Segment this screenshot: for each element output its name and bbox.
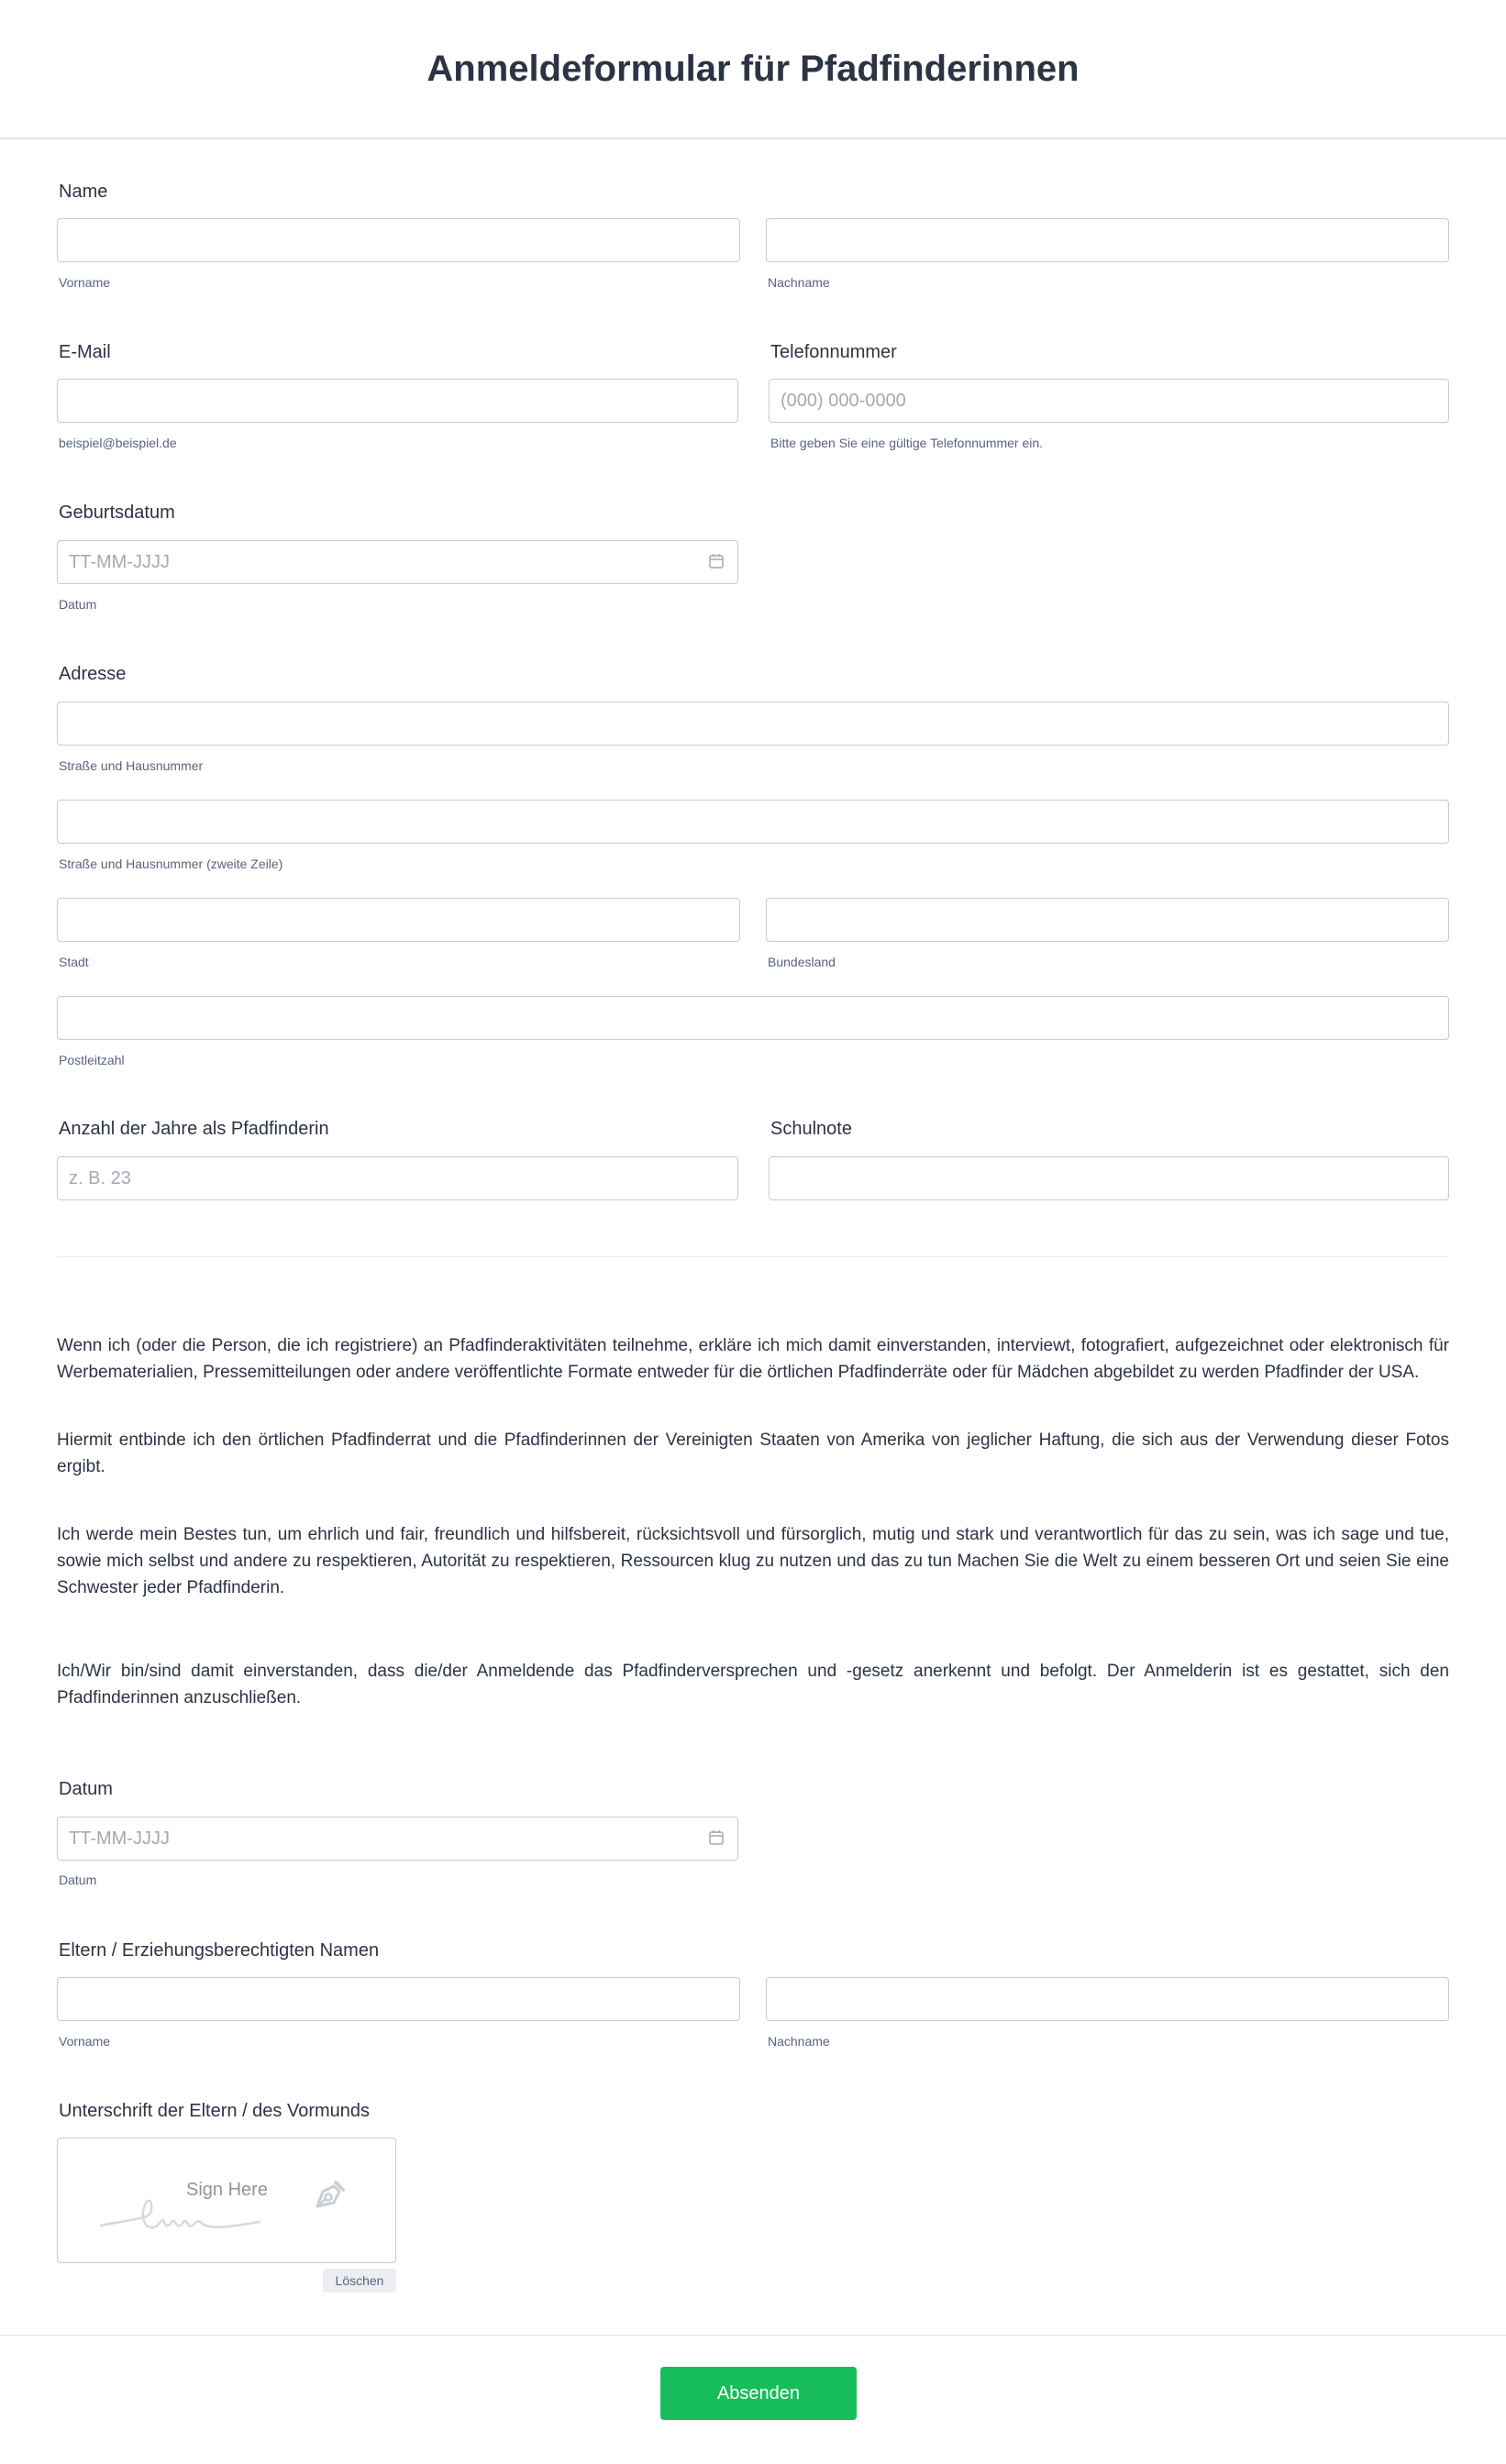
calendar-icon[interactable] (708, 553, 725, 569)
calendar-icon[interactable] (708, 1829, 725, 1846)
consent-paragraph-2: Hiermit entbinde ich den örtlichen Pfadfinderrat und die Pfadfinderinnen der Vereinigten Staaten von Amerika von jeglicher Haftung, die sich aus der Verwendung dieser Fotos ergibt. (57, 1431, 1449, 1476)
city-sublabel: Stadt (59, 955, 89, 969)
street-sublabel: Straße und Hausnummer (59, 758, 204, 773)
email-input[interactable] (57, 379, 738, 423)
signature-prompt: Sign Here (186, 2180, 268, 2200)
signature-label: Unterschrift der Eltern / des Vormunds (59, 2101, 371, 2121)
years-label: Anzahl der Jahre als Pfadfinderin (59, 1119, 329, 1139)
consent-paragraph-4: Ich/Wir bin/sind damit einverstanden, dass die/der Anmeldende das Pfadfinderversprechen und -gesetz anerkennt und befolgt. Der Anmelderin ist es gestattet, sich den Pfadfinderinnen anzuschließen. (57, 1662, 1449, 1707)
parent-last-name-sublabel: Nachname (768, 2034, 830, 2049)
phone-label: Telefonnummer (770, 342, 897, 362)
clear-signature-button[interactable]: Löschen (323, 2269, 396, 2293)
state-sublabel: Bundesland (768, 955, 836, 969)
pen-icon (310, 2175, 349, 2214)
birthdate-placeholder: TT-MM-JJJJ (69, 551, 170, 572)
parent-name-label: Eltern / Erziehungsberechtigten Namen (59, 1940, 380, 1961)
email-label: E-Mail (59, 342, 111, 362)
city-input[interactable] (57, 898, 740, 942)
street2-sublabel: Straße und Hausnummer (zweite Zeile) (59, 856, 283, 871)
years-input[interactable] (57, 1156, 738, 1200)
birthdate-input[interactable] (57, 540, 738, 584)
street2-input[interactable] (57, 800, 1449, 844)
birthdate-sublabel: Datum (59, 597, 97, 612)
consent-paragraph-3: Ich werde mein Bestes tun, um ehrlich und fair, freundlich und hilfsbereit, rücksichtsvoll und fürsorglich, mutig und stark und verantwortlich für das zu sein, was ich sage und tue, sowie mich selbst und andere zu respektieren, Autorität zu respektieren, Ressourcen klug zu nutzen und das zu tun Machen Sie die Welt zu einem besseren Ort und seien Sie eine Schwester jeder Pfadfinderin. (57, 1525, 1449, 1597)
section-divider (57, 1256, 1449, 1257)
date-placeholder: TT-MM-JJJJ (69, 1828, 170, 1849)
signature-pad[interactable] (57, 2138, 396, 2263)
email-sublabel: beispiel@beispiel.de (59, 436, 177, 450)
birthdate-label: Geburtsdatum (59, 503, 175, 523)
address-label: Adresse (59, 664, 127, 684)
first-name-input[interactable] (57, 218, 740, 262)
years-placeholder: z. B. 23 (69, 1167, 131, 1188)
first-name-sublabel: Vorname (59, 275, 111, 290)
phone-input[interactable] (769, 379, 1449, 423)
date-sublabel: Datum (59, 1873, 97, 1887)
phone-sublabel: Bitte geben Sie eine gültige Telefonnummer ein. (770, 436, 1044, 450)
last-name-input[interactable] (766, 218, 1449, 262)
grade-input[interactable] (769, 1156, 1449, 1200)
form-header (0, 0, 1506, 139)
state-input[interactable] (766, 898, 1449, 942)
submit-button[interactable]: Absenden (660, 2367, 857, 2420)
consent-paragraph-1: Wenn ich (oder die Person, die ich registriere) an Pfadfinderaktivitäten teilnehme, erkläre ich mich damit einverstanden, interviewt, fotografiert, aufgezeichnet oder elektronisch für Werbematerialien, Pressemitteilungen oder andere veröffentlichte Formate entweder für die örtlichen Pfadfinderräte oder für Mädchen abgebildet zu werden Pfadfinder der USA. (57, 1336, 1449, 1382)
parent-last-name-input[interactable] (766, 1977, 1449, 2021)
date-label: Datum (59, 1779, 113, 1799)
name-label: Name (59, 182, 108, 202)
street-input[interactable] (57, 702, 1449, 746)
signature-scribble-icon (99, 2189, 282, 2235)
date-input[interactable] (57, 1817, 738, 1861)
parent-first-name-input[interactable] (57, 1977, 740, 2021)
phone-placeholder: (000) 000-0000 (781, 390, 906, 411)
grade-label: Schulnote (770, 1119, 852, 1139)
zip-input[interactable] (57, 996, 1449, 1040)
zip-sublabel: Postleitzahl (59, 1053, 125, 1067)
last-name-sublabel: Nachname (768, 275, 830, 290)
parent-first-name-sublabel: Vorname (59, 2034, 111, 2049)
form-title: Anmeldeformular für Pfadfinderinnen (426, 48, 1080, 89)
